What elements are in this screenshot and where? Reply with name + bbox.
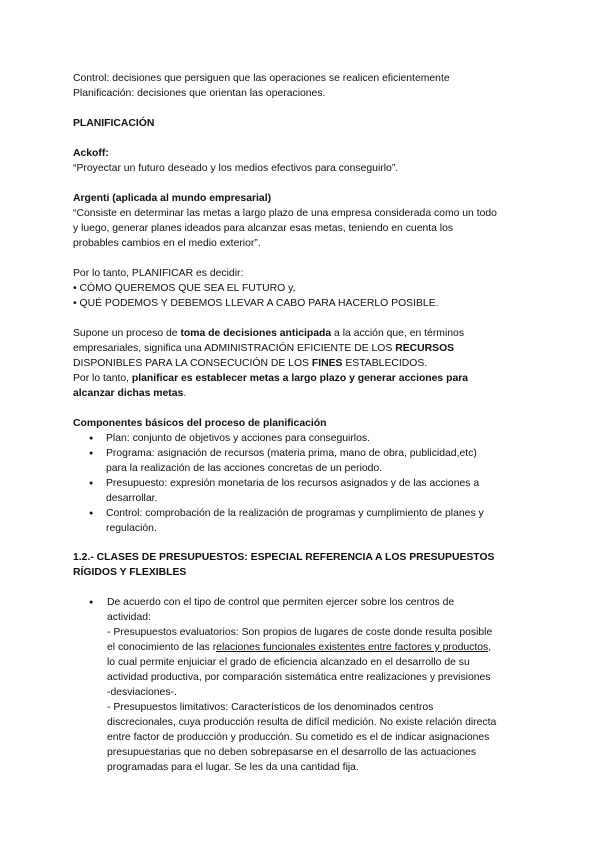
evaluatorios-line xyxy=(107,640,533,655)
componentes-title-text: Componentes básicos del proceso de planificación xyxy=(73,418,327,429)
evaluatorios-text: el conocimiento de las r xyxy=(107,642,217,653)
evaluatorios-line: lo cual permite enjuiciar el grado de eficiencia alcanzado en el desarrollo de su xyxy=(107,657,470,668)
list-item-line: ● Control: comprobación de la realización de programas y cumplimiento de planes y xyxy=(106,508,484,519)
section-heading xyxy=(73,116,533,131)
componentes-title xyxy=(73,416,533,431)
supone-paragraph-line xyxy=(73,356,533,371)
supone-bold: planificar es establecer metas a largo plazo y generar acciones para xyxy=(131,373,469,384)
planificar-intro: Por lo tanto, PLANIFICAR es decidir: xyxy=(73,268,244,279)
clases-heading-text: RÍGIDOS Y FLEXIBLES xyxy=(73,567,187,578)
clases-heading xyxy=(73,550,533,565)
planificar-item: • CÓMO QUEREMOS QUE SEA EL FUTURO y, xyxy=(73,283,296,294)
limitativos-line: discrecionales, cuya producción resulta de difícil medición. No existe relación directa xyxy=(107,717,497,728)
document-page xyxy=(73,71,533,775)
supone-paragraph-line xyxy=(73,386,533,401)
supone-text: Por lo tanto, xyxy=(73,373,132,384)
list-item-line: actividad: xyxy=(107,612,151,623)
limitativos-line: entre factor de producción y producción. Su cometido es el de indicar asignaciones xyxy=(107,732,490,743)
argenti-quote-line: y luego, generar planes ideados para alcanzar esas metas, teniendo en cuenta los xyxy=(73,223,454,234)
list-item-line: ● Plan: conjunto de objetivos y acciones para conseguirlos. xyxy=(106,433,370,444)
supone-text: empresariales, significa una ADMINISTRACIÓN EFICIENTE DE LOS xyxy=(73,343,396,354)
supone-text: a la acción que, en términos xyxy=(331,328,465,339)
ackoff-title-text: Ackoff: xyxy=(73,148,109,159)
limitativos-line: programadas para el lugar. Se les da una cantidad fija. xyxy=(107,762,359,773)
list-item-line: ● Programa: asignación de recursos (materia prima, mano de obra, publicidad,etc) xyxy=(106,448,477,459)
list-item xyxy=(73,476,533,506)
clases-heading-text: 1.2.- CLASES DE PRESUPUESTOS: ESPECIAL REFERENCIA A LOS PRESUPUESTOS xyxy=(73,552,495,563)
argenti-title-text: Argenti (aplicada al mundo empresarial) xyxy=(73,193,272,204)
supone-text: . xyxy=(183,388,187,399)
intro-planificacion-line: Planificación: decisiones que orientan las operaciones. xyxy=(73,88,326,99)
list-item-line: desarrollar. xyxy=(106,493,158,504)
underlined-text: elaciones funcionales existentes entre factores y productos xyxy=(216,642,489,653)
supone-bold: FINES xyxy=(311,358,343,369)
argenti-quote-line: “Consiste en determinar las metas a largo plazo de una empresa considerada como un todo xyxy=(73,208,497,219)
supone-bold: toma de decisiones anticipada xyxy=(180,328,332,339)
componentes-list xyxy=(73,431,533,536)
evaluatorios-text: , xyxy=(488,642,492,653)
evaluatorios-line: - Presupuestos evaluatorios: Son propios de lugares de coste donde resulta posible xyxy=(107,627,493,638)
clases-list xyxy=(73,595,533,775)
ackoff-quote: “Proyectar un futuro deseado y los medios efectivos para conseguirlo”. xyxy=(73,163,399,174)
evaluatorios-line: -desviaciones-. xyxy=(107,687,177,698)
evaluatorios-line: actividad productiva, por comparación sistemática entre realizaciones y previsiones xyxy=(107,672,491,683)
supone-bold: RECURSOS xyxy=(395,343,455,354)
list-item xyxy=(73,506,533,536)
supone-paragraph-line xyxy=(73,326,533,341)
ackoff-title xyxy=(73,146,533,161)
supone-text: DISPONIBLES PARA LA CONSECUCIÓN DE LOS xyxy=(73,358,312,369)
list-item-line: ● Presupuesto: expresión monetaria de los recursos asignados y de las acciones a xyxy=(106,478,480,489)
supone-text: ESTABLECIDOS. xyxy=(342,358,428,369)
list-item xyxy=(73,446,533,476)
list-item xyxy=(73,595,533,775)
clases-heading xyxy=(73,565,533,580)
supone-bold: alcanzar dichas metas xyxy=(73,388,184,399)
list-item-line: regulación. xyxy=(106,523,157,534)
limitativos-line: presupuestarias que no deben sobrepasarse en el desarrollo de las actuaciones xyxy=(107,747,477,758)
list-item xyxy=(73,431,533,446)
planificar-item: • QUÉ PODEMOS Y DEBEMOS LLEVAR A CABO PARA HACERLO POSIBLE. xyxy=(73,298,439,309)
supone-text: Supone un proceso de xyxy=(73,328,181,339)
limitativos-line: - Presupuestos limitativos: Característicos de los denominados centros xyxy=(107,702,434,713)
argenti-quote-line: probables cambios en el medio exterior”. xyxy=(73,238,261,249)
intro-control-line: Control: decisiones que persiguen que las operaciones se realicen eficientemente xyxy=(73,73,450,84)
supone-paragraph-line xyxy=(73,341,533,356)
list-item-line: ● De acuerdo con el tipo de control que permiten ejercer sobre los centros de xyxy=(107,597,455,608)
supone-paragraph-line xyxy=(73,371,533,386)
argenti-title xyxy=(73,191,533,206)
section-heading-text: PLANIFICACIÓN xyxy=(73,118,155,129)
list-item-line: para la realización de las acciones concretas de un periodo. xyxy=(106,463,383,474)
